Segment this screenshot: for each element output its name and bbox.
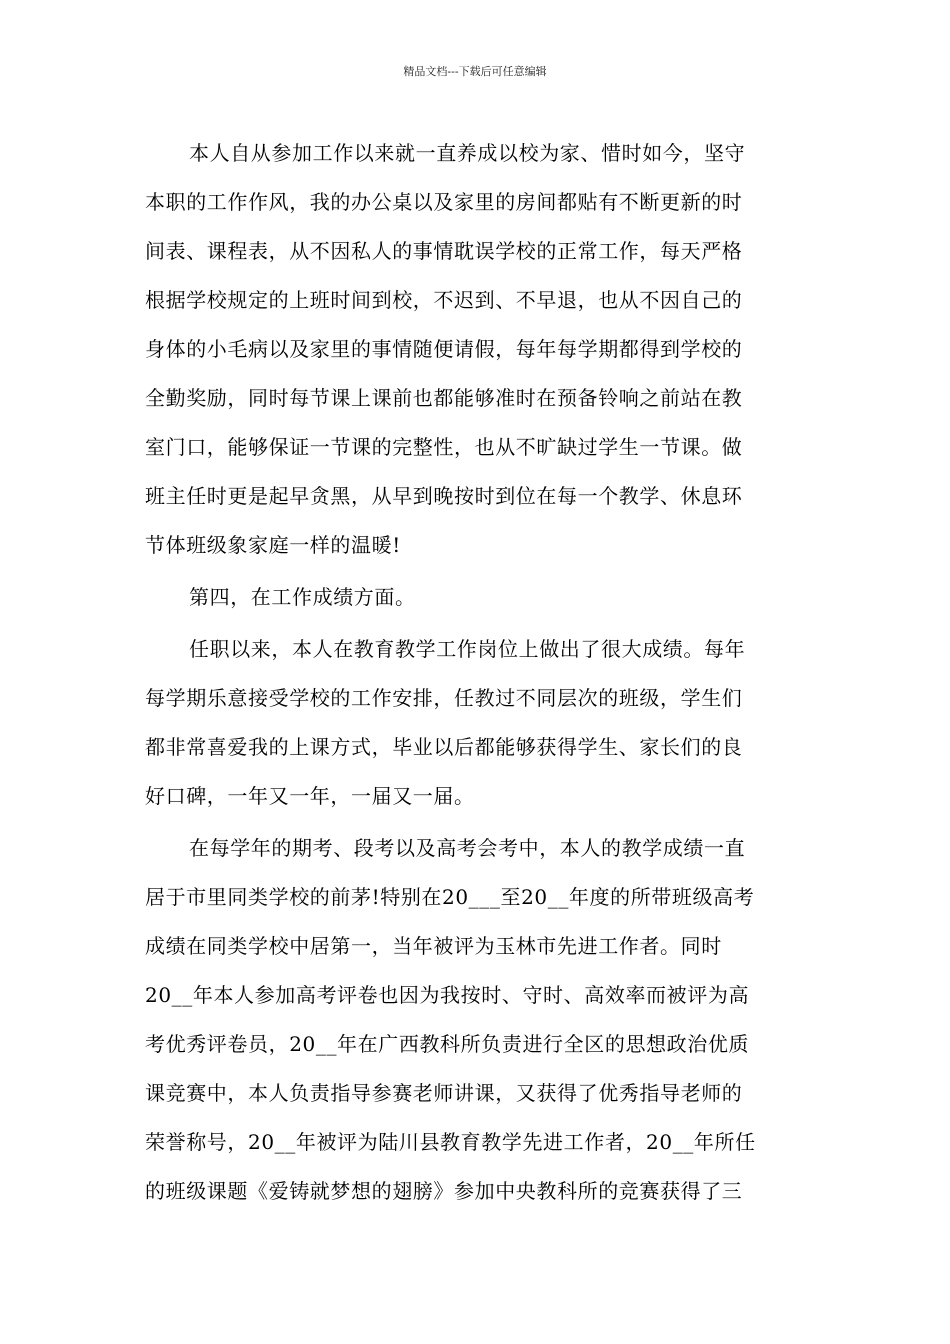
paragraph-line: 本人自从参加工作以来就一直养成以校为家、惜时如今，坚守 xyxy=(189,141,746,165)
paragraph-line: 的班级课题《爱铸就梦想的翅膀》参加中央教科所的竞赛获得了三 xyxy=(145,1179,743,1203)
paragraph-line: 成绩在同类学校中居第一，当年被评为玉林市先进工作者。同时 xyxy=(145,934,722,958)
paragraph-line: 任职以来，本人在教育教学工作岗位上做出了很大成绩。每年 xyxy=(189,637,746,661)
paragraph-line: 都非常喜爱我的上课方式，毕业以后都能够获得学生、家长们的良 xyxy=(145,735,743,759)
paragraph-line: 在每学年的期考、段考以及高考会考中，本人的教学成绩一直 xyxy=(189,836,746,860)
paragraph-line: 班主任时更是起早贪黑，从早到晚按时到位在每一个教学、休息环 xyxy=(145,484,743,508)
paragraph-line: 间表、课程表，从不因私人的事情耽误学校的正常工作，每天严格 xyxy=(145,239,743,263)
page-header: 精品文档---下载后可任意编辑 xyxy=(403,65,547,78)
body-text xyxy=(145,129,805,1216)
paragraph-line: 本职的工作作风，我的办公桌以及家里的房间都贴有不断更新的时 xyxy=(145,190,743,214)
paragraph-line: 荣誉称号，20__年被评为陆川县教育教学先进工作者，20__年所任 xyxy=(145,1130,756,1154)
paragraph-line: 根据学校规定的上班时间到校，不迟到、不早退，也从不因自己的 xyxy=(145,288,743,312)
paragraph-line: 室门口，能够保证一节课的完整性，也从不旷缺过学生一节课。做 xyxy=(145,435,743,459)
paragraph-line: 考优秀评卷员，20__年在广西教科所负责进行全区的思想政治优质 xyxy=(145,1032,750,1056)
paragraph-line: 全勤奖励，同时每节课上课前也都能够准时在预备铃响之前站在教 xyxy=(145,386,743,410)
section-heading: 第四，在工作成绩方面。 xyxy=(189,585,416,609)
paragraph-line: 居于市里同类学校的前茅!特别在20___至20__年度的所带班级高考 xyxy=(145,885,755,909)
paragraph-line: 身体的小毛病以及家里的事情随便请假，每年每学期都得到学校的 xyxy=(145,337,743,361)
paragraph-line: 好口碑，一年又一年，一届又一届。 xyxy=(145,784,475,808)
paragraph-line: 节体班级象家庭一样的温暖! xyxy=(145,533,401,557)
paragraph-line: 20__年本人参加高考评卷也因为我按时、守时、高效率而被评为高 xyxy=(145,983,750,1007)
paragraph-line: 课竞赛中，本人负责指导参赛老师讲课，又获得了优秀指导老师的 xyxy=(145,1081,743,1105)
paragraph-line: 每学期乐意接受学校的工作安排，任教过不同层次的班级，学生们 xyxy=(145,686,743,710)
